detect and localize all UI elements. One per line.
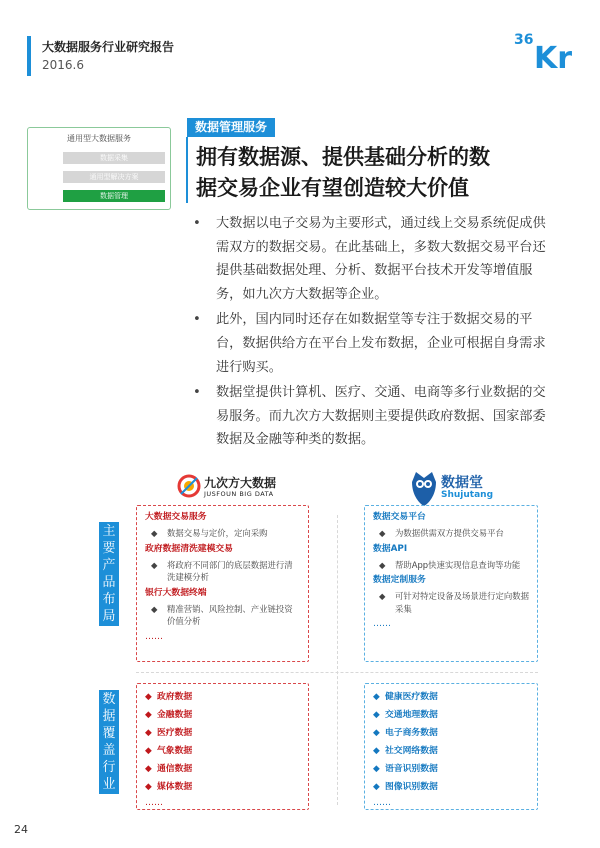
product-detail <box>145 603 300 628</box>
bullet-list <box>190 212 554 454</box>
side-label-coverage <box>99 690 119 794</box>
coverage-text: 医疗数据 <box>157 728 193 738</box>
diamond-bullet-icon: ◆ <box>151 603 158 614</box>
coverage-item <box>373 706 529 724</box>
row-divider <box>136 672 538 674</box>
bullet-item <box>190 381 554 452</box>
nav-item-data-management[interactable]: 数据管理 <box>63 190 165 202</box>
coverage-item <box>145 724 300 742</box>
coverage-item <box>373 688 529 706</box>
nav-title: 通用型大数据服务 <box>67 134 131 143</box>
coverage-text: 社交网络数据 <box>385 746 438 756</box>
product-detail <box>373 527 529 540</box>
product-heading: 政府数据清洗建模交易 <box>145 543 233 554</box>
page-headline <box>196 142 556 204</box>
diamond-bullet-icon: ◆ <box>145 764 152 774</box>
coverage-text: 语音识别数据 <box>385 764 438 774</box>
shujutang-name: 数据堂 <box>441 475 483 491</box>
product-detail <box>145 559 300 584</box>
product-detail-text: 帮助App快速实现信息查询等功能 <box>395 559 521 570</box>
diamond-bullet-icon: ◆ <box>145 746 152 756</box>
product-heading: 银行大数据终端 <box>145 587 207 598</box>
bullet-dot-icon: • <box>193 385 201 401</box>
36kr-logo <box>512 28 580 72</box>
shujutang-coverage-panel <box>364 683 538 810</box>
side-label-products-text: 主要产品布局 <box>102 524 116 624</box>
product-detail <box>373 590 529 615</box>
bullet-text: 数据堂提供计算机、医疗、交通、电商等多行业数据的交易服务。而九次方大数据则主要提供政府数据、国家部委数据及金融等种类的数据。 <box>216 385 546 448</box>
bullet-item <box>190 212 554 306</box>
coverage-item <box>145 688 300 706</box>
coverage-text: 政府数据 <box>157 692 193 702</box>
shujutang-products-panel <box>364 505 538 662</box>
coverage-item <box>373 778 529 796</box>
page-number: 24 <box>14 823 28 836</box>
coverage-text: 媒体数据 <box>157 782 193 792</box>
diamond-bullet-icon: ◆ <box>373 710 380 720</box>
diamond-bullet-icon: ◆ <box>373 782 380 792</box>
shujutang-en: Shujutang <box>441 490 494 500</box>
header-accent-bar <box>27 36 31 76</box>
jusfoun-products-panel <box>136 505 309 662</box>
product-detail-text: 精准营销、风险控制、产业链投资价值分析 <box>167 603 293 627</box>
product-detail <box>145 527 300 540</box>
more-ellipsis: …… <box>145 631 163 642</box>
coverage-item <box>145 706 300 724</box>
column-divider <box>337 515 339 805</box>
bullet-text: 大数据以电子交易为主要形式，通过线上交易系统促成供需双方的数据交易。在此基础上，多数大数据交易平台还提供基础数据处理、分析、数据平台技术开发等增值服务，如九次方大数据等企业。 <box>216 216 546 302</box>
product-detail-text: 可针对特定设备及场景进行定向数据采集 <box>395 591 529 614</box>
product-heading: 大数据交易服务 <box>145 512 207 522</box>
diamond-bullet-icon: ◆ <box>145 782 152 792</box>
nav-item-data-collection[interactable]: 数据采集 <box>63 152 165 164</box>
svg-text:36: 36 <box>514 32 534 48</box>
section-tag: 数据管理服务 <box>187 118 275 137</box>
product-detail <box>373 559 529 572</box>
coverage-item <box>373 742 529 760</box>
nav-item-general-solution[interactable]: 通用型解决方案 <box>63 171 165 183</box>
bullet-dot-icon: • <box>193 312 201 328</box>
coverage-text: 通信数据 <box>157 764 193 774</box>
coverage-item <box>145 760 300 778</box>
coverage-text: 金融数据 <box>157 710 193 720</box>
jusfoun-name: 九次方大数据 <box>204 476 277 490</box>
coverage-text: 电子商务数据 <box>385 728 438 738</box>
diamond-bullet-icon: ◆ <box>145 728 152 738</box>
side-label-products <box>99 522 119 626</box>
headline-line-1: 拥有数据源、提供基础分析的数 <box>196 145 490 169</box>
diamond-bullet-icon: ◆ <box>151 559 158 570</box>
diamond-bullet-icon: ◆ <box>373 764 380 774</box>
svg-text:Kr: Kr <box>534 41 573 72</box>
more-ellipsis: …… <box>145 798 163 808</box>
report-date: 2016.6 <box>42 58 84 72</box>
more-ellipsis: …… <box>373 619 391 630</box>
coverage-text: 健康医疗数据 <box>385 692 438 702</box>
product-detail-text: 将政府不同部门的底层数据进行清洗建模分析 <box>167 559 293 583</box>
product-detail-text: 数据交易与定价，定向采购 <box>167 528 268 538</box>
coverage-text: 图像识别数据 <box>385 782 438 792</box>
diamond-bullet-icon: ◆ <box>379 559 386 570</box>
diamond-bullet-icon: ◆ <box>379 591 386 602</box>
diamond-bullet-icon: ◆ <box>151 528 158 538</box>
coverage-item <box>145 778 300 796</box>
diamond-bullet-icon: ◆ <box>373 746 380 756</box>
side-label-coverage-text: 数据覆盖行业 <box>102 692 116 792</box>
product-detail-text: 为数据供需双方提供交易平台 <box>395 528 504 538</box>
service-category-nav <box>27 127 171 210</box>
coverage-text: 交通地理数据 <box>385 710 438 720</box>
more-ellipsis: …… <box>373 798 391 808</box>
headline-line-2: 据交易企业有望创造较大价值 <box>196 176 469 200</box>
bullet-item <box>190 308 554 379</box>
diamond-bullet-icon: ◆ <box>145 710 152 720</box>
jusfoun-en: JUSFOUN BIG DATA <box>204 490 274 498</box>
report-title: 大数据服务行业研究报告 <box>42 40 175 54</box>
coverage-item <box>373 760 529 778</box>
coverage-item <box>145 742 300 760</box>
diamond-bullet-icon: ◆ <box>373 728 380 738</box>
product-heading: 数据API <box>373 543 408 554</box>
coverage-text: 气象数据 <box>157 746 193 756</box>
product-heading: 数据交易平台 <box>373 512 426 522</box>
headline-accent-line <box>186 137 188 203</box>
diamond-bullet-icon: ◆ <box>379 528 386 538</box>
diamond-bullet-icon: ◆ <box>145 692 152 702</box>
bullet-dot-icon: • <box>193 216 201 231</box>
diamond-bullet-icon: ◆ <box>373 692 380 702</box>
bullet-text: 此外，国内同时还存在如数据堂等专注于数据交易的平台，数据供给方在平台上发布数据，企业可根据自身需求进行购买。 <box>216 312 546 375</box>
coverage-item <box>373 724 529 742</box>
jusfoun-coverage-panel <box>136 683 309 810</box>
product-heading: 数据定制服务 <box>373 575 426 586</box>
